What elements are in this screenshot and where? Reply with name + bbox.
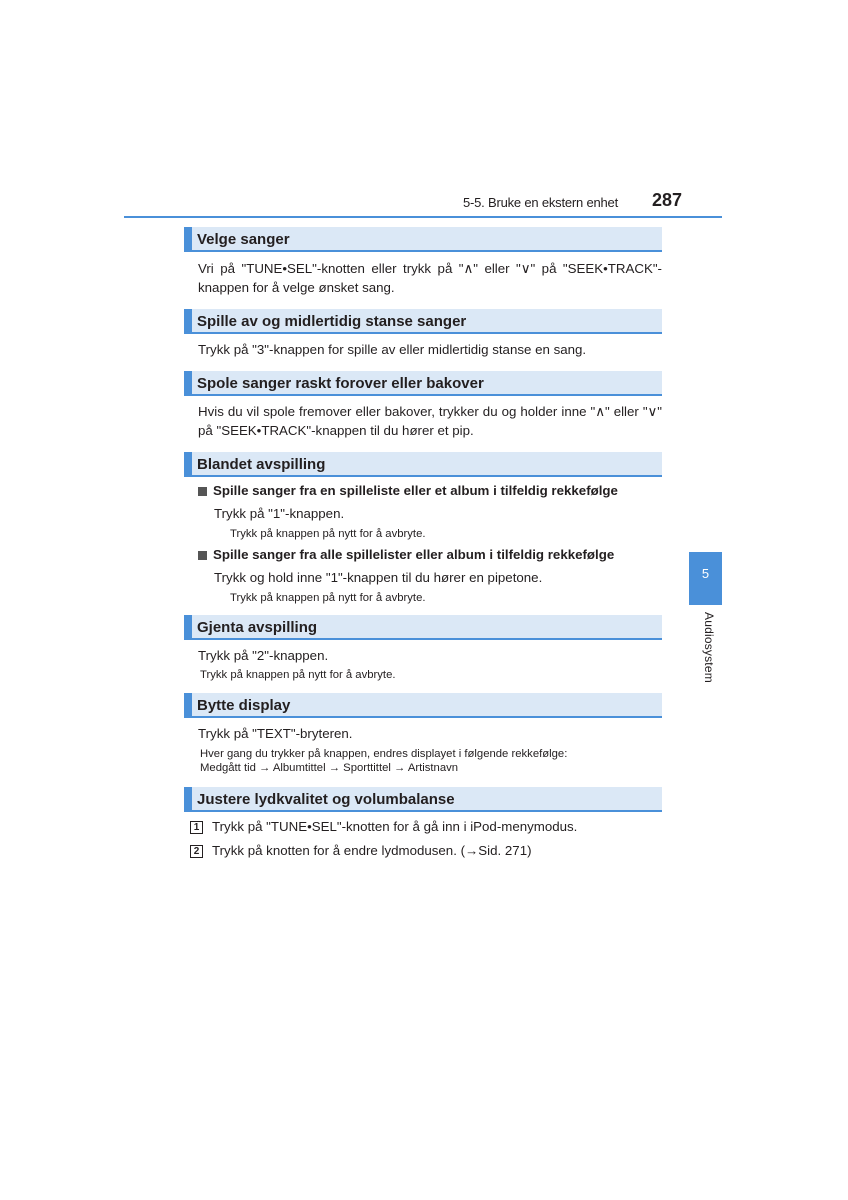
paragraph-velge: Vri på "TUNE•SEL"-knotten eller trykk på "∧" eller "∨" på "SEEK•TRACK"-knappen for å velge ønsket sang.: [198, 261, 662, 295]
step-item: [190, 839, 662, 863]
note-text: Trykk på knappen på nytt for å avbryte.: [230, 528, 426, 540]
step-number: 2: [190, 845, 203, 858]
step-item: [190, 815, 662, 839]
paragraph-spole: Hvis du vil spole fremover eller bakover, trykker du og holder inne "∧" eller "∨" på "SEEK•TRACK"-knappen til du hører et pip.: [198, 404, 662, 438]
bullet-text: Trykk på "1"-knappen.: [214, 506, 345, 521]
heading-gjenta: Gjenta avspilling: [184, 615, 662, 640]
step-text: Trykk på "TUNE•SEL"-knotten for å gå inn i iPod-menymodus.: [212, 819, 578, 834]
note-text: Trykk på knappen på nytt for å avbryte.: [230, 592, 426, 604]
paragraph-bytte: Trykk på "TEXT"-bryteren.: [198, 726, 353, 741]
chapter-number: 5: [701, 566, 710, 581]
heading-bytte-display: Bytte display: [184, 693, 662, 718]
page-content: [184, 227, 662, 863]
section-title: 5-5. Bruke en ekstern enhet: [462, 195, 618, 210]
step-number: 1: [190, 821, 203, 834]
heading-justere: Justere lydkvalitet og volumbalanse: [184, 787, 662, 812]
bullet-text: Trykk og hold inne "1"-knappen til du hører en pipetone.: [214, 570, 543, 585]
heading-spille-av: Spille av og midlertidig stanse sanger: [184, 309, 662, 334]
bullet-item: [198, 545, 662, 564]
bullet-item: [198, 481, 662, 500]
heading-blandet: Blandet avspilling: [184, 452, 662, 477]
bullet-title: Spille sanger fra en spilleliste eller et album i tilfeldig rekkefølge: [213, 483, 618, 498]
paragraph-spille: Trykk på "3"-knappen for spille av eller midlertidig stanse en sang.: [198, 342, 587, 357]
bullet-title: Spille sanger fra alle spillelister eller album i tilfeldig rekkefølge: [213, 547, 615, 562]
step-text: Trykk på knotten for å endre lydmodusen. (→Sid. 271): [212, 843, 532, 858]
paragraph-gjenta: Trykk på "2"-knappen.: [198, 648, 329, 663]
page-number: 287: [651, 190, 682, 210]
chapter-tab: [689, 552, 722, 605]
note-text: Hver gang du trykker på knappen, endres displayet i følgende rekkefølge:: [200, 748, 568, 760]
note-text: Medgått tid → Albumtittel → Sporttittel → Artistnavn: [200, 762, 459, 774]
heading-velge-sanger: Velge sanger: [184, 227, 662, 252]
heading-spole: Spole sanger raskt forover eller bakover: [184, 371, 662, 396]
square-bullet-icon: [198, 551, 207, 560]
chapter-label: Audiosystem: [702, 612, 716, 683]
page-header: [124, 190, 722, 218]
square-bullet-icon: [198, 487, 207, 496]
note-text: Trykk på knappen på nytt for å avbryte.: [200, 669, 396, 681]
